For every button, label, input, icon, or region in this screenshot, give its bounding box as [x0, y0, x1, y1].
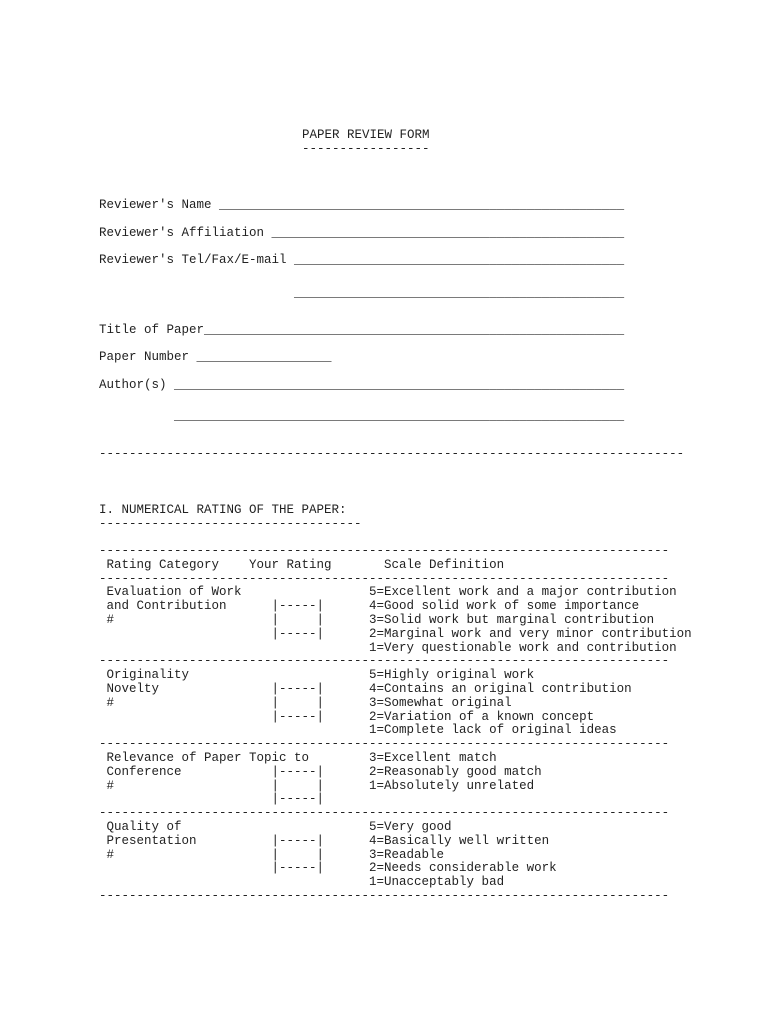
- table-row: # | | 3=Readable: [99, 847, 445, 862]
- authors-line: Author(s) ____________________________________________________________: [99, 378, 625, 392]
- table-row: 1=Complete lack of original ideas: [99, 723, 617, 738]
- table-row: |-----| 2=Needs considerable work: [99, 861, 557, 876]
- reviewer-affiliation-line: Reviewer's Affiliation _______________________________________________: [99, 226, 625, 240]
- table-row: # | | 3=Somewhat original: [99, 695, 512, 710]
- table-row: and Contribution |-----| 4=Good solid work of some importance: [99, 599, 640, 614]
- table-rule: ----------------------------------------------------------------------------: [99, 889, 670, 903]
- table-row: Conference |-----| 2=Reasonably good match: [99, 764, 542, 779]
- reviewer-contact-line-2: ____________________________________________: [99, 286, 625, 300]
- reviewer-contact-line: Reviewer's Tel/Fax/E-mail ____________________________________________: [99, 253, 625, 267]
- form-title-underline: -----------------: [302, 142, 430, 156]
- table-row: |-----| 2=Variation of a known concept: [99, 709, 595, 724]
- table-row: |-----| 2=Marginal work and very minor contribution: [99, 626, 692, 641]
- table-rule: ----------------------------------------------------------------------------: [99, 654, 670, 669]
- table-row: Evaluation of Work 5=Excellent work and a major contribution: [99, 585, 677, 600]
- table-row: Novelty |-----| 4=Contains an original contribution: [99, 682, 632, 696]
- table-row: 1=Very questionable work and contribution: [99, 640, 677, 655]
- table-row: Rating Category Your Rating Scale Definition: [99, 557, 505, 572]
- section-heading-underline: -----------------------------------: [99, 517, 362, 531]
- table-rule: ----------------------------------------------------------------------------: [99, 737, 670, 752]
- table-row: 1=Unacceptably bad: [99, 875, 505, 890]
- table-rule: ----------------------------------------------------------------------------: [99, 544, 670, 558]
- table-row: |-----|: [99, 792, 325, 807]
- table-rule: ----------------------------------------------------------------------------: [99, 571, 670, 586]
- table-row: Quality of 5=Very good: [99, 820, 452, 834]
- table-row: # | | 1=Absolutely unrelated: [99, 778, 535, 793]
- table-row: Originality 5=Highly original work: [99, 668, 535, 683]
- table-rule: ----------------------------------------------------------------------------: [99, 806, 670, 821]
- table-row: # | | 3=Solid work but marginal contribution: [99, 613, 655, 627]
- authors-line-2: ____________________________________________________________: [99, 409, 625, 423]
- section-heading: I. NUMERICAL RATING OF THE PAPER:: [99, 503, 347, 517]
- paper-number-line: Paper Number __________________: [99, 350, 332, 364]
- reviewer-name-line: Reviewer's Name ______________________________________________________: [99, 198, 625, 212]
- form-title: PAPER REVIEW FORM: [302, 128, 430, 142]
- table-row: Presentation |-----| 4=Basically well written: [99, 833, 550, 848]
- section-separator: ------------------------------------------------------------------------------: [99, 447, 685, 461]
- table-row: Relevance of Paper Topic to 3=Excellent match: [99, 751, 497, 765]
- paper-title-line: Title of Paper________________________________________________________: [99, 323, 625, 337]
